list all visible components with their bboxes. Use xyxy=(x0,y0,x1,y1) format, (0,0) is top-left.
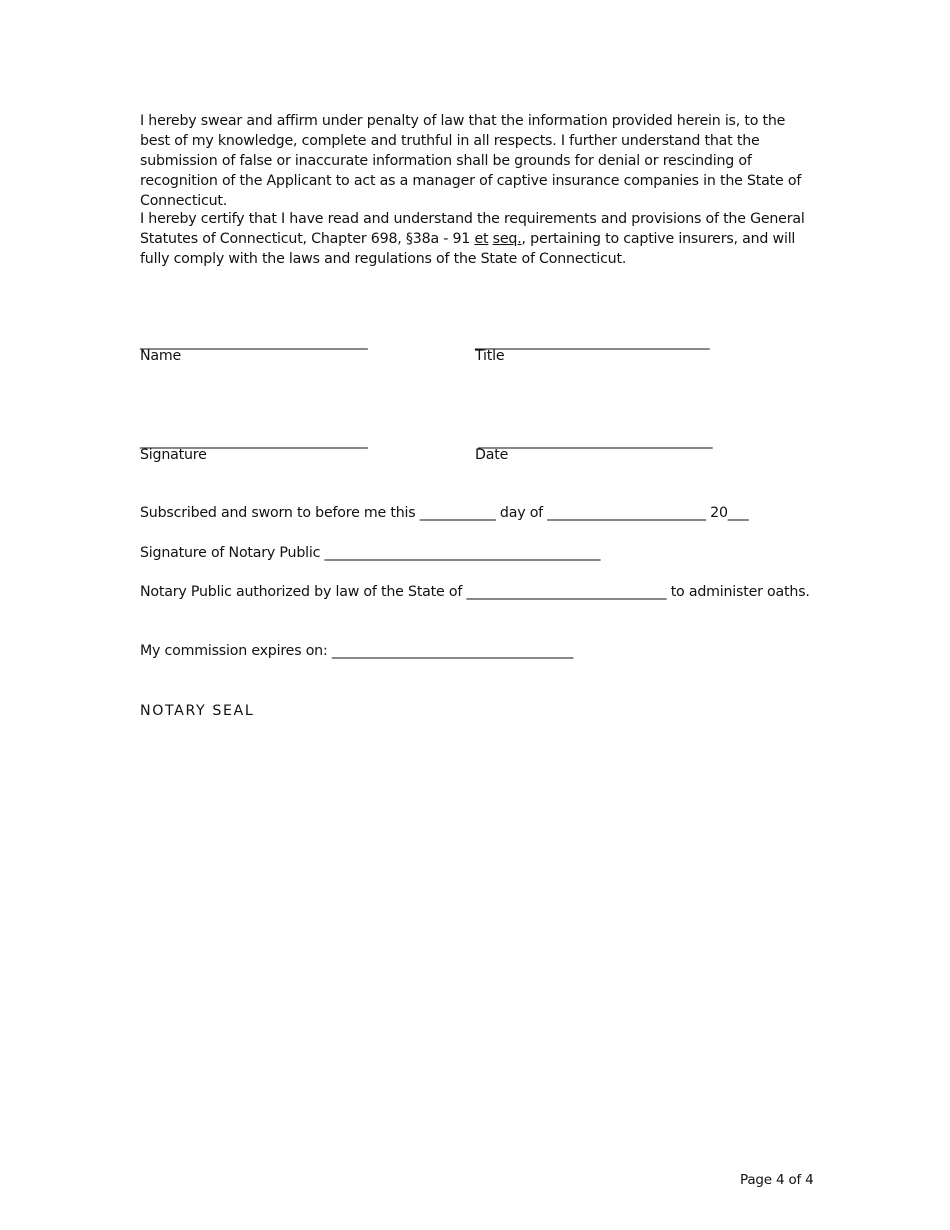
certification-text-start: I hereby certify that I have read and understand the requirements and provisions of the General Statutes of Connecticut, Chapter 698, §38a - 91 xyxy=(140,211,805,247)
signature-label: Signature xyxy=(140,447,207,463)
name-line[interactable]: _________________________________ xyxy=(140,334,368,350)
page-number: Page 4 of 4 xyxy=(740,1172,814,1188)
certification-text-end: , pertaining to captive insurers, and will fully comply with the laws and regulations of the State of Connecticut. xyxy=(140,231,796,267)
et-text: et xyxy=(474,231,489,247)
notary-signature-line[interactable]: Signature of Notary Public ________________________________________ xyxy=(140,545,601,561)
signature-line[interactable]: _________________________________ xyxy=(140,433,368,449)
title-line[interactable]: __________________________________ xyxy=(475,334,710,350)
affirmation-paragraph: I hereby swear and affirm under penalty of law that the information provided herein is, to the best of my knowledge, complete and truthful in all respects. I further understand that the submission of false or inaccurate information shall be grounds for denial or rescinding of recognition of the Applicant to act as a manager of captive insurance companies in the State of Connecticut. xyxy=(140,113,802,209)
date-line[interactable]: __________________________________ xyxy=(478,433,713,449)
title-label: Title xyxy=(475,348,505,364)
date-label: Date xyxy=(475,447,509,463)
commission-expires-line[interactable]: My commission expires on: ___________________________________ xyxy=(140,643,574,659)
certification-paragraph xyxy=(140,209,812,269)
name-label: Name xyxy=(140,348,182,364)
notary-authorized-line[interactable]: Notary Public authorized by law of the State of _____________________________ to administer oaths. xyxy=(140,584,810,600)
subscribed-sworn-line[interactable]: Subscribed and sworn to before me this ___________ day of _______________________ 20___ xyxy=(140,505,749,521)
seq-text: seq. xyxy=(492,231,522,247)
notary-seal-label: NOTARY SEAL xyxy=(140,703,255,719)
